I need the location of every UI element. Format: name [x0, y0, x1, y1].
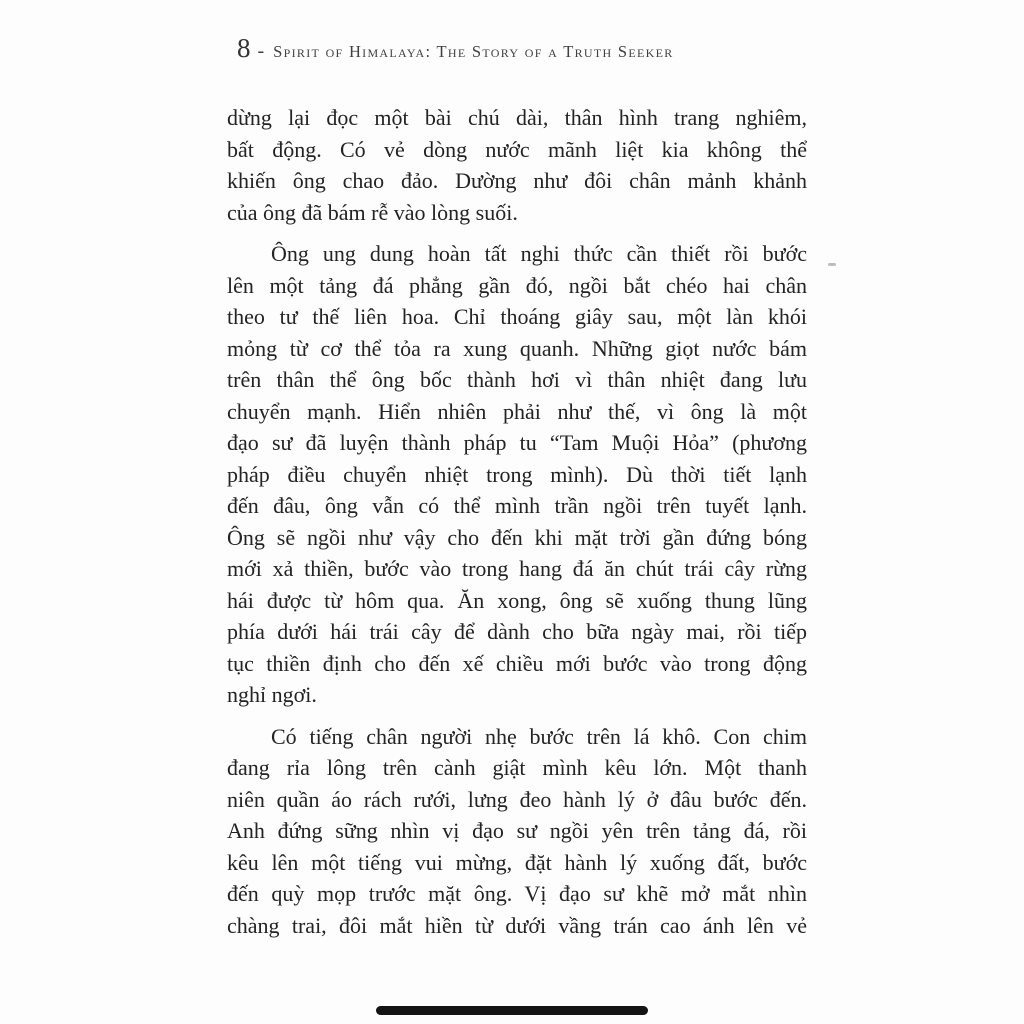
text-line: dừng lại đọc một bài chú dài, thân hình trang nghiêm,	[227, 105, 807, 130]
text-line: tục thiền định cho đến xế chiều mới bước vào trong động	[227, 650, 807, 676]
text-line: mỏng từ cơ thể tỏa ra xung quanh. Những giọt nước bám	[227, 335, 807, 361]
page-number: 8	[237, 33, 251, 63]
text-line: niên quần áo rách rưới, lưng đeo hành lý ở đâu bước đến.	[227, 786, 807, 812]
text-line: đến quỳ mọp trước mặt ông. Vị đạo sư khẽ mở mắt nhìn	[227, 881, 807, 906]
text-line: phía dưới hái trái cây để dành cho bữa ngày mai, rồi tiếp	[227, 619, 807, 644]
text-line: của ông đã bám rễ vào lòng suối.	[227, 199, 518, 225]
text-line: nghỉ ngơi.	[227, 682, 317, 707]
text-line: hái được từ hôm qua. Ăn xong, ông sẽ xuống thung lũng	[227, 587, 807, 613]
paragraph-3	[227, 721, 807, 942]
running-header	[237, 33, 674, 63]
scan-speck	[828, 263, 836, 266]
paragraph-1	[227, 102, 807, 228]
text-line: Có tiếng chân người nhẹ bước trên lá khô. Con chim	[271, 723, 807, 749]
page-body	[227, 102, 807, 941]
text-line: Ông sẽ ngồi như vậy cho đến khi mặt trời gần đứng bóng	[227, 524, 807, 550]
text-line: kêu lên một tiếng vui mừng, đặt hành lý xuống đất, bước	[227, 849, 807, 875]
text-line: chàng trai, đôi mắt hiền từ dưới vầng trán cao ánh lên vẻ	[227, 912, 807, 938]
header-separator: -	[257, 40, 265, 62]
text-line: khiến ông chao đảo. Dường như đôi chân mảnh khảnh	[227, 168, 807, 193]
text-line: đang rỉa lông trên cành giật mình kêu lớn. Một thanh	[227, 755, 807, 780]
text-line: đến đâu, ông vẫn có thể mình trần ngồi trên tuyết lạnh.	[227, 493, 807, 518]
text-line: Anh đứng sững nhìn vị đạo sư ngồi yên trên tảng đá, rồi	[227, 818, 807, 843]
text-line: pháp điều chuyển nhiệt trong mình). Dù thời tiết lạnh	[227, 461, 807, 487]
text-line: Ông ung dung hoàn tất nghi thức cần thiết rồi bước	[271, 241, 807, 266]
text-line: theo tư thế liên hoa. Chỉ thoáng giây sau, một làn khói	[227, 304, 807, 329]
text-line: lên một tảng đá phẳng gần đó, ngồi bắt chéo hai chân	[227, 272, 807, 298]
home-indicator-bar	[376, 1006, 648, 1015]
paragraph-2	[227, 238, 807, 711]
text-line: bất động. Có vẻ dòng nước mãnh liệt kia không thể	[227, 136, 807, 162]
text-line: trên thân thể ông bốc thành hơi vì thân nhiệt đang lưu	[227, 367, 807, 392]
text-line: chuyển mạnh. Hiển nhiên phải như thế, vì ông là một	[227, 398, 807, 424]
text-line: mới xả thiền, bước vào trong hang đá ăn chút trái cây rừng	[227, 556, 807, 581]
running-title: Spirit of Himalaya: The Story of a Truth Seeker	[273, 42, 674, 61]
text-line: đạo sư đã luyện thành pháp tu “Tam Muội Hỏa” (phương	[227, 430, 807, 455]
